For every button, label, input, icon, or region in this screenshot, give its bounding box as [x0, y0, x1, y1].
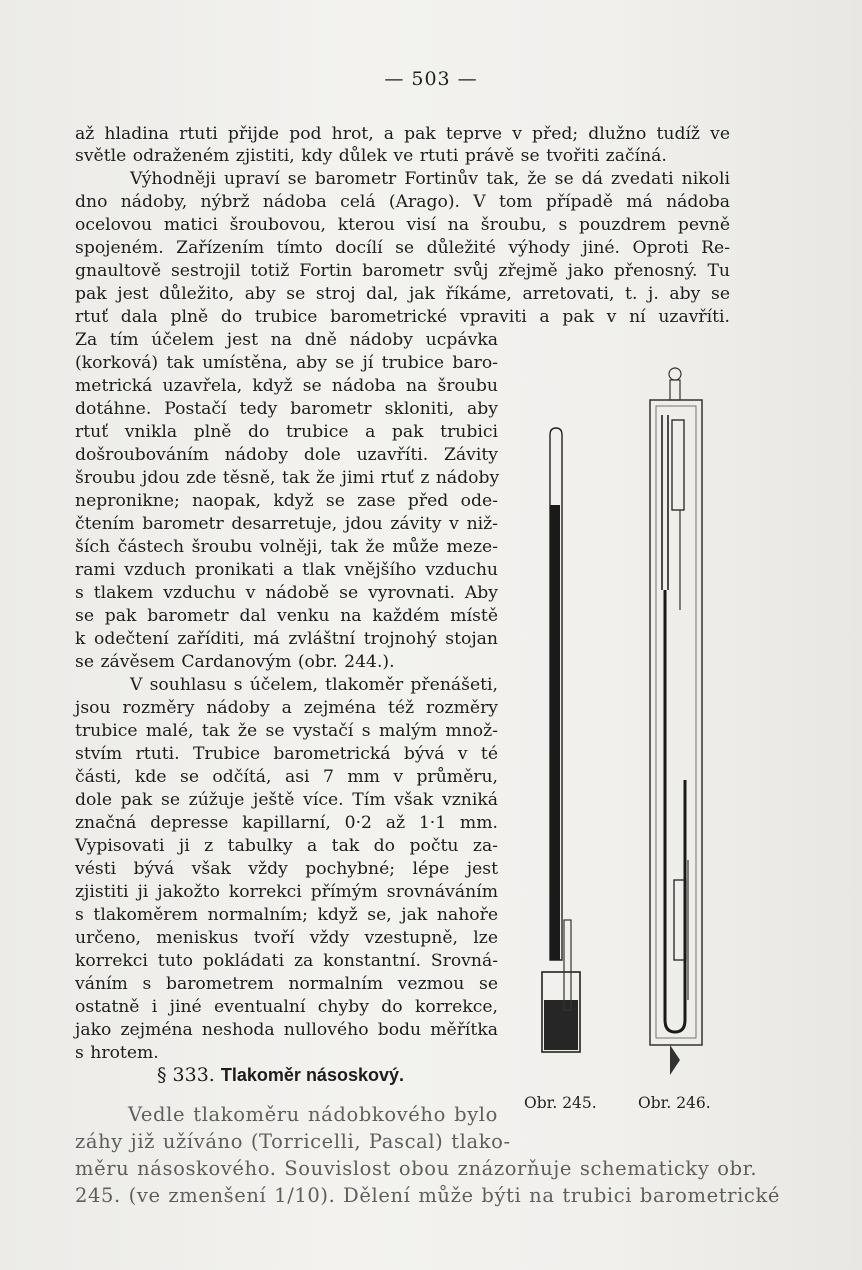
figure-caption-245: Obr. 245. — [524, 1094, 597, 1112]
text-line: záhy již užíváno (Torricelli, Pascal) tlako- — [75, 1130, 511, 1153]
section-heading — [157, 1064, 404, 1086]
text-line: s tlakem vzduchu v nádobě se vyrovnati. Aby — [75, 583, 498, 603]
text-line: spojeném. Zařízením tímto docílí se důležité výhody jiné. Oproti Re- — [75, 238, 730, 258]
text-line: šroubu jdou zde těsně, tak že jimi rtuť z nádoby — [75, 468, 500, 488]
text-line: metrická uzavřela, když se nádoba na šroubu — [75, 376, 498, 396]
text-line: měru násoskového. Souvislost obou znázorňuje schematicky obr. — [75, 1157, 758, 1180]
text-line: k odečtení zaříditi, má zvláštní trojnohý stojan — [75, 629, 498, 649]
text-line: rtuť dala plně do trubice barometrické vpraviti a pak v ní uzavříti. — [75, 307, 730, 327]
text-line: až hladina rtuti přijde pod hrot, a pak teprve v před; dlužno tudíž ve — [75, 124, 730, 144]
text-line: dotáhne. Postačí tedy barometr skloniti, aby — [75, 399, 498, 419]
text-line: Vedle tlakoměru nádobkového bylo — [128, 1103, 498, 1126]
text-line: se závěsem Cardanovým (obr. 244.). — [75, 652, 395, 672]
text-line: trubice malé, tak že se vystačí s malým množ- — [75, 721, 498, 741]
text-line: zjistiti ji jakožto korrekci přímým srovnáváním — [75, 882, 498, 902]
text-line: jako zejména neshoda nullového bodu měřítka — [75, 1020, 498, 1040]
text-line: značná depresse kapillarní, 0·2 až 1·1 mm. — [75, 813, 498, 833]
framed-barometer-drawing — [650, 368, 702, 1075]
text-line: ocelovou matici šroubovou, kterou visí na šroubu, s pouzdrem pevně — [75, 215, 730, 235]
text-line: korrekci tuto pokládati za konstantní. Srovná- — [75, 951, 498, 971]
text-line: stvím rtuti. Trubice barometrická bývá v té — [75, 744, 498, 764]
text-line: jsou rozměry nádoby a zejména též rozměry — [75, 698, 498, 718]
text-line: dno nádoby, nýbrž nádoba celá (Arago). V tom případě má nádoba — [75, 192, 730, 212]
section-number: § 333. — [157, 1064, 215, 1086]
text-line: vésti bývá však vždy pochybné; lépe jest — [75, 859, 498, 879]
barometer-figures — [520, 360, 750, 1090]
text-line: (korková) tak umístěna, aby se jí trubice baro- — [75, 353, 498, 373]
figure-caption-246: Obr. 246. — [638, 1094, 711, 1112]
text-line: pak jest důležito, aby se stroj dal, jak říkáme, arretovati, t. j. aby se — [75, 284, 730, 304]
siphon-barometer-drawing — [542, 428, 580, 1052]
text-line: s tlakoměrem normalním; když se, jak nahoře — [75, 905, 498, 925]
text-line: části, kde se odčítá, asi 7 mm v průměru, — [75, 767, 498, 787]
text-line: světle odraženém zjistiti, kdy důlek ve rtuti právě se tvořiti začíná. — [75, 146, 667, 166]
section-title: Tlakoměr násoskový. — [220, 1065, 404, 1085]
text-line: rami vzduch pronikati a tlak vnějšího vzduchu — [75, 560, 498, 580]
text-line: váním s barometrem normalním vezmou se — [75, 974, 498, 994]
text-line: ších částech šroubu volněji, tak že může meze- — [75, 537, 498, 557]
text-line: se pak barometr dal venku na každém místě — [75, 606, 498, 626]
text-line: rtuť vnikla plně do trubice a pak trubici — [75, 422, 498, 442]
text-line: 245. (ve zmenšení 1/10). Dělení může býti na trubici barometrické — [75, 1184, 781, 1207]
text-line: s hrotem. — [75, 1043, 159, 1063]
text-line: nepronikne; naopak, když se zase před ode- — [75, 491, 498, 511]
text-line: ostatně i jiné eventualní chyby do korrekce, — [75, 997, 498, 1017]
text-line: Výhodněji upraví se barometr Fortinův tak, že se dá zvedati nikoli — [130, 169, 730, 189]
text-line: čtením barometr desarretuje, jdou závity v niž- — [75, 514, 498, 534]
page-number: — 503 — — [384, 68, 478, 90]
text-line: gnaultově sestrojil totiž Fortin barometr svůj zřejmě jako přenosný. Tu — [75, 261, 730, 281]
text-line: Vypisovati ji z tabulky a tak do počtu za- — [75, 836, 498, 856]
text-line: došroubováním nádoby dole uzavříti. Závity — [75, 445, 498, 465]
text-line: V souhlasu s účelem, tlakoměr přenášeti, — [130, 675, 498, 695]
text-line: dole pak se zúžuje ještě více. Tím však vzniká — [75, 790, 498, 810]
text-line: Za tím účelem jest na dně nádoby ucpávka — [75, 330, 498, 350]
text-line: určeno, meniskus tvoří vždy vzestupně, lze — [75, 928, 498, 948]
